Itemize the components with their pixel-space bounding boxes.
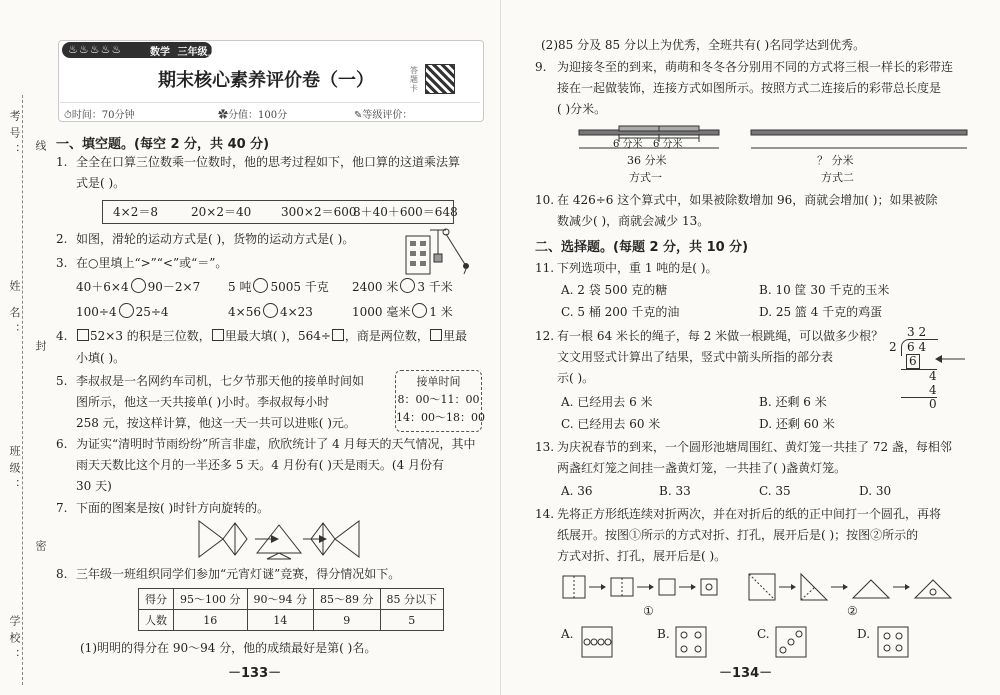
q3-number: 3.	[56, 256, 68, 270]
q9-caption2: 方式二	[821, 171, 854, 184]
table-cell: 人数	[139, 610, 174, 631]
div-remainder1: 4	[929, 369, 937, 383]
q1-line1: 全全在口算三位数乘一位数时，他的思考过程如下，他口算的这道乘法算	[76, 155, 461, 169]
q3-row1	[76, 277, 200, 298]
q2-number: 2.	[56, 232, 68, 246]
pen-icon: ✎	[354, 110, 363, 121]
q8-score-table	[138, 588, 444, 631]
q3-expr: 1000 毫米	[352, 305, 411, 319]
q8-text: 三年级一班组织同学们参加“元宵灯谜”竞赛，得分情况如下。	[76, 567, 401, 581]
q4-text: ，商是两位数，	[344, 329, 429, 343]
q12-option-b[interactable]: B. 还剩 6 米	[759, 395, 827, 409]
pulley-figure	[402, 226, 476, 276]
compare-circle[interactable]	[263, 303, 278, 318]
q12-line1: 有一根 64 米长的绳子，每 2 米做一根跳绳，可以做多少根？	[557, 329, 884, 343]
div-quotient: 3 2	[907, 325, 927, 339]
q14-line3: 方式对折、打孔，展开后是( )。	[557, 549, 727, 563]
header-score: 分值：100分	[228, 110, 288, 121]
table-cell: 5	[380, 610, 444, 631]
q3-expr: 40＋6×4	[76, 280, 129, 294]
q5-box-line2: 14：00～18：00	[396, 411, 485, 424]
q7-text: 下面的图案是按( )时针方向旋转的。	[76, 501, 270, 515]
q12-option-c[interactable]: C. 已经用去 60 米	[561, 417, 661, 431]
q12-long-division	[887, 325, 967, 410]
q14-option-c[interactable]: C.	[757, 627, 770, 641]
score-icon: ✿	[218, 110, 228, 121]
q3-row2	[76, 302, 169, 323]
qr-code[interactable]	[425, 64, 455, 94]
header-subject: 数学	[150, 47, 170, 58]
side-xian: 线	[34, 140, 47, 157]
compare-circle[interactable]	[253, 278, 268, 293]
q3-expr: 100÷4	[76, 305, 117, 319]
q4-text: 52×3 的积是三位数，	[90, 329, 211, 343]
table-row	[139, 589, 444, 610]
binding-line	[22, 95, 23, 685]
q10-line2: 数减少( )，商就会减少 13。	[557, 214, 710, 228]
q3-expr: 3 千米	[417, 280, 453, 294]
q14-option-b[interactable]: B.	[657, 627, 670, 641]
q9-line1: 为迎接冬至的到来，萌萌和冬冬各分别用不同的方式将三根一样长的彩带连	[557, 60, 954, 74]
q12-option-a[interactable]: A. 已经用去 6 米	[561, 395, 653, 409]
q14-option-a[interactable]: A.	[561, 627, 574, 641]
side-school: 学校：	[8, 615, 21, 666]
compare-circle[interactable]	[412, 303, 427, 318]
q8-sub1: (1)明明的得分在 90～94 分，他的成绩最好是第( )名。	[80, 641, 377, 655]
q11-text: 下列选项中，重 1 吨的是( )。	[557, 261, 718, 275]
q5-line2: 图所示，他这一天共接单( )小时。李叔叔每小时	[76, 395, 330, 409]
q9-caption1: 方式一	[629, 171, 662, 184]
q9-measure1: 6 分米	[613, 139, 643, 150]
q4-line1	[76, 326, 467, 347]
header-rating: 等级评价：	[362, 110, 413, 121]
q9-line2: 接在一起做装饰，连接方式如图所示。按照方式二连接后的彩带总长度是	[557, 81, 942, 95]
side-name: 姓 名：	[8, 280, 21, 341]
q5-line1: 李叔叔是一名网约车司机，七夕节那天他的接单时间如	[76, 374, 365, 388]
q13-line1: 为庆祝春节的到来，一个圆形池塘周围红、黄灯笼一共挂了 72 盏，每相邻	[557, 440, 952, 454]
q4-text: 里最大填( )，564÷	[224, 329, 331, 343]
compare-circle[interactable]	[119, 303, 134, 318]
compare-circle[interactable]	[131, 278, 146, 293]
q8-number: 8.	[56, 567, 68, 581]
rotating-fish-figure	[195, 517, 363, 561]
q1-number: 1.	[56, 155, 68, 169]
q1-line2: 式是( )。	[76, 176, 126, 190]
q12-line3: 示( )。	[557, 371, 595, 385]
q9-line3: ( )分米。	[557, 102, 607, 116]
table-cell: 85～89 分	[314, 589, 381, 610]
q1-process-box	[102, 200, 458, 224]
q14-line1: 先将正方形纸连续对折两次，并在对折后的纸的正中间打一个圆孔，再将	[557, 507, 942, 521]
page-number-right: －134－	[719, 666, 773, 681]
q13-option-d[interactable]: D. 30	[859, 484, 892, 498]
q14-fig2-label: ②	[847, 604, 858, 618]
q11-option-b[interactable]: B. 10 筐 30 千克的玉米	[759, 283, 890, 297]
q3-text: 在○里填上“>”“<”或“＝”。	[76, 256, 228, 270]
q13-line2: 两盏红灯笼之间挂一盏黄灯笼，一共挂了( )盏黄灯笼。	[557, 461, 847, 475]
page-title: 期末核心素养评价卷（一）	[158, 70, 374, 91]
q10-number: 10.	[535, 193, 555, 207]
q14-number: 14.	[535, 507, 555, 521]
table-cell: 95～100 分	[174, 589, 248, 610]
q14-folding-figures	[559, 570, 969, 604]
div-remainder2: 0	[929, 397, 937, 411]
blank-square[interactable]	[430, 329, 442, 341]
q8-sub2: (2)85 分及 85 分以上为优秀，全班共有( )名同学达到优秀。	[541, 38, 866, 52]
q12-number: 12.	[535, 329, 555, 343]
table-cell: 90～94 分	[247, 589, 314, 610]
q3-expr: 4×56	[228, 305, 261, 319]
q3-expr: 5005 千克	[270, 280, 329, 294]
q3-expr: 1 米	[429, 305, 453, 319]
header-grade: 三年级上册	[177, 47, 228, 58]
q3-expr: 4×23	[279, 305, 313, 319]
q4-line2: 小填( )。	[76, 351, 126, 365]
side-class: 班级：	[8, 445, 21, 496]
q9-measure2: 6 分米	[653, 139, 683, 150]
compare-circle[interactable]	[400, 278, 415, 293]
q3-expr: 2400 米	[352, 280, 399, 294]
div-highlight-box: 6	[906, 354, 920, 369]
q3-expr: 5 吨	[228, 280, 252, 294]
section-choice: 二、选择题。(每题 2 分，共 10 分)	[535, 240, 749, 255]
q5-box-line1: 8：00～11：00	[397, 393, 480, 406]
q1-step: 300×2＝600	[281, 205, 357, 219]
q1-step: 8＋40＋600＝648	[353, 205, 458, 219]
q13-number: 13.	[535, 440, 555, 454]
side-kaohao: 考号：	[8, 110, 21, 161]
blank-square[interactable]	[212, 329, 224, 341]
clock-icon: ⏱	[64, 110, 72, 121]
q10-line1: 在 426÷6 这个算式中，如果被除数增加 96，商就会增加( )；如果被除	[557, 193, 938, 207]
q6-line2: 雨天天数比这个月的一半还多 5 天。4 月份有( )天是雨天。(4 月份有	[76, 458, 445, 472]
q14-fig1-label: ①	[643, 604, 654, 618]
q6-line3: 30 天)	[76, 479, 112, 493]
page-number-left: －133－	[228, 666, 282, 681]
header-divider	[60, 102, 480, 103]
q9-number: 9.	[535, 60, 547, 74]
flame-icons: ♨♨♨♨♨	[68, 43, 123, 56]
q14-line2: 纸展开。按图①所示的方式对折、打孔，展开后是( )；按图②所示的	[557, 528, 919, 542]
q7-number: 7.	[56, 501, 68, 515]
side-feng: 封	[34, 340, 47, 357]
q12-option-d[interactable]: D. 还剩 60 米	[759, 417, 835, 431]
div-product2: 4	[929, 383, 937, 397]
q11-option-a[interactable]: A. 2 袋 500 克的糖	[561, 283, 668, 297]
q14-option-c-figure[interactable]	[775, 626, 807, 658]
q14-option-b-figure[interactable]	[675, 626, 707, 658]
q11-option-d[interactable]: D. 25 篮 4 千克的鸡蛋	[759, 305, 883, 319]
q14-option-d[interactable]: D.	[857, 627, 871, 641]
table-cell: 得分	[139, 589, 174, 610]
table-cell: 9	[314, 610, 381, 631]
q13-option-a[interactable]: A. 36	[561, 484, 593, 498]
q1-step: 20×2＝40	[191, 205, 252, 219]
q9-length1: 36 分米	[627, 154, 667, 167]
q9-length2: ？ 分米	[817, 154, 854, 167]
table-row	[139, 610, 444, 631]
q14-option-d-figure[interactable]	[877, 626, 909, 658]
q5-order-time-box	[395, 370, 485, 432]
q1-step: 4×2＝8	[113, 205, 158, 219]
q4-text: 里最	[442, 329, 467, 343]
q11-number: 11.	[535, 261, 555, 275]
section-fill-blank: 一、填空题。(每空 2 分，共 40 分)	[56, 137, 270, 152]
q2-text: 如图，滑轮的运动方式是( )，货物的运动方式是( )。	[76, 232, 355, 246]
q5-box-title: 接单时间	[416, 375, 461, 388]
side-mi: 密	[34, 540, 47, 557]
q3-expr: 90－2×7	[147, 280, 201, 294]
header-time: 时间：70分钟	[71, 110, 135, 121]
table-cell: 85 分以下	[380, 589, 444, 610]
q5-number: 5.	[56, 374, 68, 388]
q5-line3: 258 元，按这样计算，他这一天一共可以进账( )元。	[76, 416, 356, 430]
blank-square[interactable]	[332, 329, 344, 341]
table-cell: 16	[174, 610, 248, 631]
table-cell: 14	[247, 610, 314, 631]
header-edition: SJ	[234, 47, 246, 58]
q3-expr: 25÷4	[135, 305, 169, 319]
q4-number: 4.	[56, 329, 68, 343]
q6-line1: 为证实“清明时节雨纷纷”所言非虚，欣欣统计了 4 月每天的天气情况，其中	[76, 437, 476, 451]
q6-number: 6.	[56, 437, 68, 451]
qr-label: 答题卡	[410, 66, 418, 93]
div-divisor: 2	[889, 340, 897, 354]
blank-square[interactable]	[77, 329, 89, 341]
q13-option-b[interactable]: B. 33	[659, 484, 691, 498]
div-dividend: 6 4	[907, 340, 927, 354]
q12-line2: 文文用竖式计算出了结果，竖式中箭头所指的部分表	[557, 350, 834, 364]
q14-option-a-figure[interactable]	[581, 626, 613, 658]
q13-option-c[interactable]: C. 35	[759, 484, 791, 498]
right-page	[500, 0, 1000, 695]
arrow-left-icon	[935, 353, 965, 365]
q11-option-c[interactable]: C. 5 桶 200 千克的油	[561, 305, 680, 319]
